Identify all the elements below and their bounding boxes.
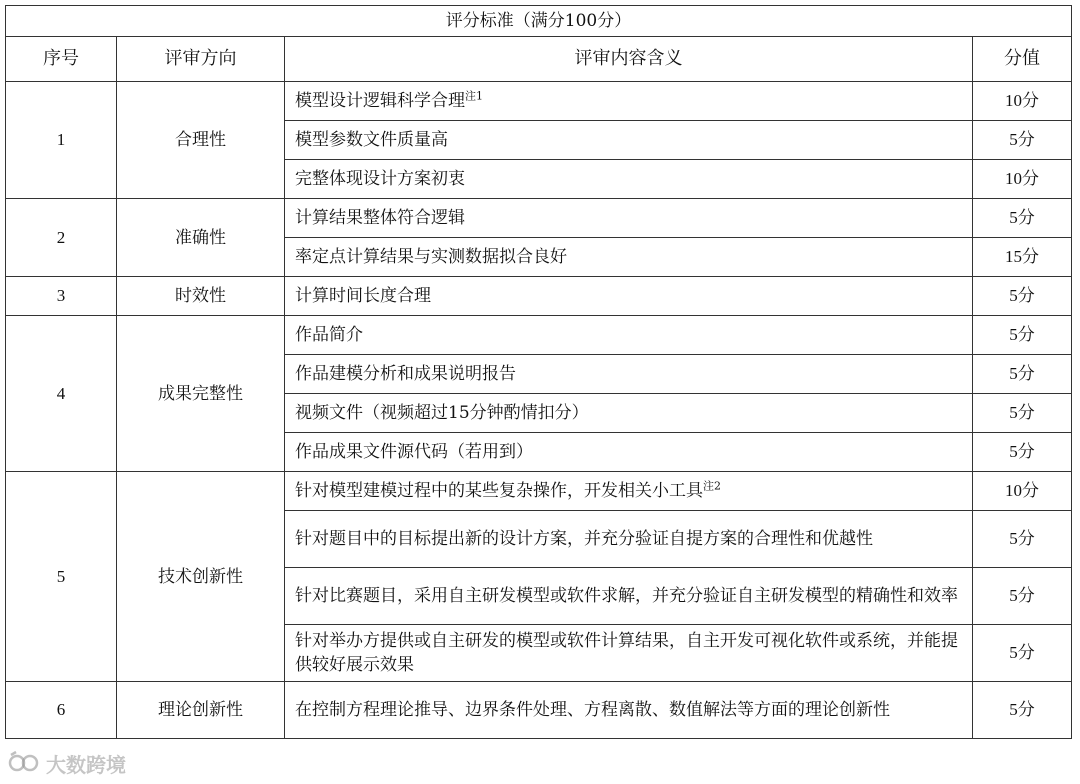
row-number: 1	[6, 82, 117, 199]
table-row	[6, 472, 1072, 511]
row-number: 6	[6, 682, 117, 739]
review-direction: 技术创新性	[117, 472, 285, 682]
table-row	[6, 316, 1072, 355]
review-direction: 成果完整性	[117, 316, 285, 472]
review-content: 视频文件（视频超过15分钟酌情扣分）	[285, 394, 973, 433]
table-title: 评分标准（满分100分）	[6, 6, 1072, 37]
review-content: 在控制方程理论推导、边界条件处理、方程离散、数值解法等方面的理论创新性	[285, 682, 973, 739]
header-score: 分值	[973, 37, 1072, 82]
score-value: 5分	[973, 568, 1072, 625]
table-row	[6, 682, 1072, 739]
table-header-row	[6, 37, 1072, 82]
row-number: 3	[6, 277, 117, 316]
review-content: 针对模型建模过程中的某些复杂操作，开发相关小工具$^{注2}$	[285, 472, 973, 511]
score-value: 5分	[973, 355, 1072, 394]
score-value: 10分	[973, 82, 1072, 121]
table-row	[6, 199, 1072, 238]
review-content: 作品建模分析和成果说明报告	[285, 355, 973, 394]
table-row	[6, 277, 1072, 316]
review-content: 模型设计逻辑科学合理$^{注1}$	[285, 82, 973, 121]
row-number: 2	[6, 199, 117, 277]
score-value: 5分	[973, 316, 1072, 355]
score-value: 5分	[973, 199, 1072, 238]
review-direction: 准确性	[117, 199, 285, 277]
review-content: 针对举办方提供或自主研发的模型或软件计算结果，自主开发可视化软件或系统，并能提供较好展示效果	[285, 625, 973, 682]
review-content: 针对题目中的目标提出新的设计方案，并充分验证自提方案的合理性和优越性	[285, 511, 973, 568]
header-number: 序号	[6, 37, 117, 82]
review-content: 作品简介	[285, 316, 973, 355]
review-content: 率定点计算结果与实测数据拟合良好	[285, 238, 973, 277]
review-content: 作品成果文件源代码（若用到）	[285, 433, 973, 472]
review-content: 计算结果整体符合逻辑	[285, 199, 973, 238]
score-value: 10分	[973, 472, 1072, 511]
score-value: 10分	[973, 160, 1072, 199]
table-row	[6, 82, 1072, 121]
score-value: 5分	[973, 394, 1072, 433]
header-content: 评审内容含义	[285, 37, 973, 82]
table-title-row	[6, 6, 1072, 37]
review-direction: 合理性	[117, 82, 285, 199]
review-content: 计算时间长度合理	[285, 277, 973, 316]
score-value: 5分	[973, 682, 1072, 739]
score-value: 5分	[973, 511, 1072, 568]
review-direction: 理论创新性	[117, 682, 285, 739]
watermark-text: 大数跨境	[46, 752, 126, 777]
footnote-marker: 注2	[703, 479, 721, 493]
watermark	[8, 748, 148, 778]
review-direction: 时效性	[117, 277, 285, 316]
score-value: 5分	[973, 277, 1072, 316]
score-value: 15分	[973, 238, 1072, 277]
review-content: 完整体现设计方案初衷	[285, 160, 973, 199]
review-content: 针对比赛题目，采用自主研发模型或软件求解，并充分验证自主研发模型的精确性和效率	[285, 568, 973, 625]
row-number: 4	[6, 316, 117, 472]
score-value: 5分	[973, 121, 1072, 160]
scoring-criteria-table	[5, 5, 1072, 739]
brand-logo-icon	[8, 750, 42, 776]
footnote-marker: 注1	[465, 89, 483, 103]
header-direction: 评审方向	[117, 37, 285, 82]
score-value: 5分	[973, 625, 1072, 682]
score-value: 5分	[973, 433, 1072, 472]
row-number: 5	[6, 472, 117, 682]
review-content: 模型参数文件质量高	[285, 121, 973, 160]
